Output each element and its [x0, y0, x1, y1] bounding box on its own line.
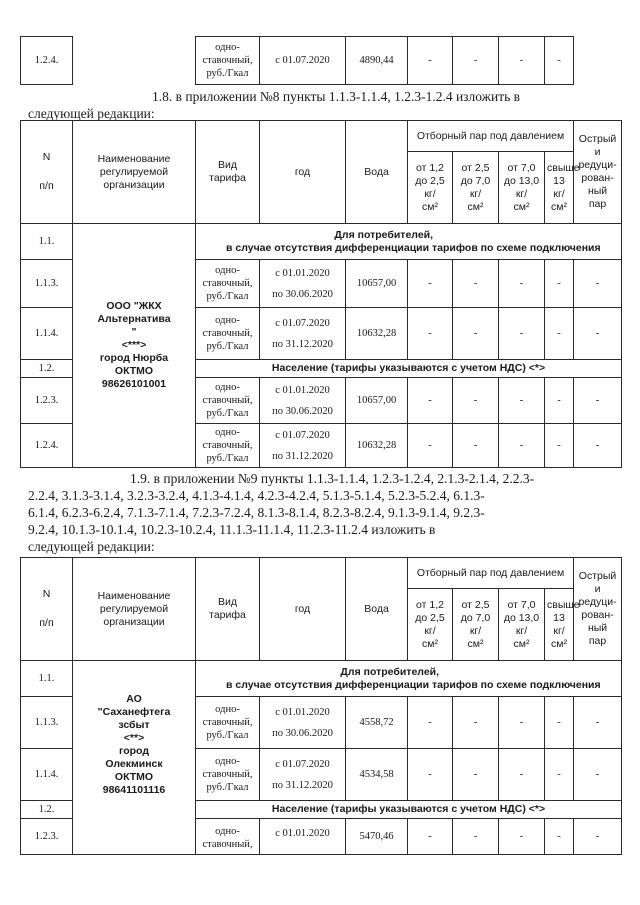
header-text: регулируемой [99, 165, 169, 178]
header-text: тарифа [209, 172, 246, 184]
paragraph-line: следующей редакции: [28, 106, 155, 121]
dash-cell: - [574, 260, 622, 308]
header-steam-col [408, 152, 453, 224]
header-text: рован- [581, 609, 614, 621]
population-title: Население (тарифы указываются с учетом НДС) <*> [196, 801, 622, 819]
dash-cell: - [499, 260, 545, 308]
organization-cell [73, 661, 196, 855]
tariff-line: ставочный, [202, 328, 253, 339]
dash-cell: - [574, 819, 622, 855]
dash-cell: - [453, 378, 499, 424]
header-steam-col [453, 152, 499, 224]
header-text: рован- [581, 172, 614, 184]
date-cell [260, 424, 346, 468]
header-text: см² [551, 200, 567, 213]
org-line: зсбыт [118, 719, 150, 731]
organization-cell [73, 224, 196, 468]
water-value: 4558,72 [346, 697, 408, 749]
paragraph-line: 1.9. в приложении №9 пункты 1.1.3-1.1.4, 1.2.3-1.2.4, 2.1.3-2.1.4, 2.2.3- [130, 471, 535, 486]
header-text: п/п [39, 180, 54, 192]
header-text: до 7,0 [460, 611, 491, 624]
header-text: редуци- [578, 159, 617, 171]
paragraph-1-9 [28, 470, 588, 555]
date-line: по 31.12.2020 [272, 338, 333, 350]
tariff-line: руб./Гкал [206, 68, 249, 79]
header-text: Острый [578, 133, 617, 145]
header-text: см² [422, 637, 438, 650]
header-text: п/п [39, 617, 54, 629]
paragraph-line: 9.2.4, 10.1.3-10.1.4, 10.2.3-10.2.4, 11.1.3-11.1.4, 11.2.3-11.2.4 изложить в [28, 522, 436, 537]
tariff-line: одно- [215, 315, 240, 326]
dash-cell: - [545, 37, 574, 85]
header-text: до 2,5 [415, 611, 445, 624]
header-sharp-steam [574, 121, 622, 224]
header-text: кг/ [515, 624, 528, 637]
header-steam: Отборный пар под давлением [408, 558, 574, 589]
row-number: 1.1.4. [21, 749, 73, 801]
header-steam-col [499, 152, 545, 224]
header-text: до 2,5 [415, 174, 445, 187]
dash-cell: - [545, 749, 574, 801]
dash-cell: - [408, 378, 453, 424]
org-line: город Нюрба [99, 352, 169, 364]
date-line: с 01.07.2020 [275, 317, 330, 329]
date-line: с 01.07.2020 [275, 429, 330, 441]
header-text: свыше [547, 598, 580, 611]
dash-cell: - [574, 424, 622, 468]
dash-cell: - [574, 749, 622, 801]
water-value: 4534,58 [346, 749, 408, 801]
header-text: кг/ [515, 187, 528, 200]
tariff-table-2 [20, 557, 622, 855]
header-text: Вид [218, 159, 237, 171]
row-number: 1.2.4. [21, 37, 73, 85]
org-line: "Саханефтега [97, 706, 171, 718]
header-text: кг/ [553, 187, 565, 200]
header-text: свыше [547, 161, 580, 174]
dash-cell: - [545, 378, 574, 424]
header-text: кг/ [469, 624, 482, 637]
row-number: 1.2.3. [21, 819, 73, 855]
header-steam-col [545, 589, 580, 661]
org-line: город [118, 745, 149, 757]
dash-cell: - [453, 37, 499, 85]
date-line: по 31.12.2020 [272, 450, 333, 462]
header-text: организации [103, 178, 165, 191]
tariff-line: руб./Гкал [206, 453, 249, 464]
dash-cell: - [545, 697, 574, 749]
tariff-line: руб./Гкал [206, 408, 249, 419]
header-text: от 1,2 [416, 598, 444, 611]
header-number [21, 558, 73, 661]
header-text: ный [587, 185, 608, 197]
dash-cell: - [499, 819, 545, 855]
water-value: 5470,46 [346, 819, 408, 855]
row-number: 1.1. [21, 661, 73, 697]
header-text: от 7,0 [507, 161, 536, 174]
dash-cell: - [408, 308, 453, 360]
consumers-title [196, 224, 622, 260]
header-text: пар [588, 198, 607, 210]
header-text: Острый [578, 570, 617, 582]
dash-cell: - [545, 308, 574, 360]
top-partial-table [20, 36, 574, 85]
title-line: Для потребителей, [340, 665, 440, 678]
dash-cell: - [408, 819, 453, 855]
org-line: Олекминск [105, 758, 163, 770]
dash-cell: - [499, 424, 545, 468]
tariff-line: ставочный, [202, 278, 253, 289]
row-number: 1.1.3. [21, 260, 73, 308]
dash-cell: - [453, 697, 499, 749]
header-text: организации [103, 615, 165, 628]
dash-cell: - [453, 424, 499, 468]
date-line: по 30.06.2020 [272, 727, 333, 739]
dash-cell: - [453, 749, 499, 801]
header-text: Наименование [97, 152, 171, 165]
header-text: от 2,5 [461, 598, 490, 611]
org-line: ОКТМО [114, 771, 154, 783]
header-text: см² [513, 637, 530, 650]
row-number: 1.2.3. [21, 378, 73, 424]
header-text: 13 [553, 611, 565, 624]
dash-cell: - [453, 819, 499, 855]
row-number: 1.1. [21, 224, 73, 260]
tariff-cell [196, 749, 260, 801]
dash-cell: - [499, 308, 545, 360]
date-cell: с 01.07.2020 [260, 37, 346, 85]
header-text: см² [422, 200, 438, 213]
date-line: с 01.01.2020 [275, 706, 330, 718]
row-number: 1.2. [21, 360, 73, 378]
header-text: регулируемой [99, 602, 169, 615]
title-line: Для потребителей, [334, 228, 434, 241]
header-text: пар [588, 635, 607, 647]
row-number: 1.1.3. [21, 697, 73, 749]
header-text: от 7,0 [507, 598, 536, 611]
header-text: от 2,5 [461, 161, 490, 174]
dash-cell: - [408, 749, 453, 801]
paragraph-line: следующей редакции: [28, 539, 155, 554]
header-year: год [260, 558, 346, 661]
title-line: в случае отсутствия дифференциации тарифов по схеме подключения [226, 678, 601, 691]
population-title: Население (тарифы указываются с учетом НДС) <*> [196, 360, 622, 378]
tariff-table-1 [20, 120, 622, 468]
header-text: от 1,2 [416, 161, 444, 174]
header-steam: Отборный пар под давлением [408, 121, 574, 152]
tariff-cell [196, 308, 260, 360]
org-line: Альтернатива [97, 313, 171, 325]
header-text: см² [513, 200, 530, 213]
header-text: до 7,0 [460, 174, 491, 187]
header-text: N [42, 588, 51, 600]
header-text: и [594, 583, 601, 595]
header-text: кг/ [469, 187, 482, 200]
dash-cell: - [408, 37, 453, 85]
tariff-line: ставочный, [202, 769, 253, 780]
tariff-line: одно- [215, 704, 240, 715]
dash-cell: - [545, 424, 574, 468]
water-value: 10657,00 [346, 260, 408, 308]
tariff-line: одно- [215, 42, 240, 53]
tariff-line: ставочный, [202, 839, 253, 850]
header-year: год [260, 121, 346, 224]
org-cell [73, 37, 196, 85]
header-number [21, 121, 73, 224]
org-line: АО [126, 693, 142, 705]
org-line: 98626101001 [101, 378, 167, 390]
header-sharp-steam [574, 558, 622, 661]
dash-cell: - [574, 378, 622, 424]
header-text: 13 [553, 174, 565, 187]
dash-cell: - [499, 749, 545, 801]
dash-cell: - [499, 378, 545, 424]
title-line: в случае отсутствия дифференциации тарифов по схеме подключения [226, 241, 601, 254]
row-number: 1.2.4. [21, 424, 73, 468]
header-steam-col [453, 589, 499, 661]
tariff-line: ставочный, [202, 395, 253, 406]
header-text: редуци- [578, 596, 617, 608]
tariff-cell [196, 37, 260, 85]
tariff-cell [196, 819, 260, 855]
header-text: до 13,0 [503, 611, 540, 624]
water-value: 4890,44 [346, 37, 408, 85]
header-text: см² [467, 200, 484, 213]
tariff-line: руб./Гкал [206, 341, 249, 352]
tariff-line: одно- [215, 826, 240, 837]
dash-cell: - [545, 819, 574, 855]
tariff-cell [196, 697, 260, 749]
dash-cell: - [453, 308, 499, 360]
header-text: и [594, 146, 601, 158]
org-line: ООО "ЖКХ [106, 300, 162, 312]
date-cell [260, 260, 346, 308]
org-line: <***> [121, 339, 147, 351]
date-cell [260, 697, 346, 749]
water-value: 10657,00 [346, 378, 408, 424]
header-text: кг/ [424, 187, 436, 200]
org-line: " [131, 326, 137, 338]
header-text: кг/ [424, 624, 436, 637]
tariff-line: ставочный, [202, 440, 253, 451]
tariff-line: одно- [215, 427, 240, 438]
date-cell [260, 308, 346, 360]
tariff-line: одно- [215, 265, 240, 276]
header-text: N [42, 151, 51, 163]
org-line: ОКТМО [114, 365, 154, 377]
dash-cell: - [408, 697, 453, 749]
header-text: тарифа [209, 609, 246, 621]
header-text: см² [551, 637, 567, 650]
dash-cell: - [574, 697, 622, 749]
tariff-line: руб./Гкал [206, 782, 249, 793]
org-line: <**> [123, 732, 145, 744]
header-text: см² [467, 637, 484, 650]
paragraph-line: 1.8. в приложении №8 пункты 1.1.3-1.1.4, 1.2.3-1.2.4 изложить в [152, 89, 521, 104]
date-line: с 01.01.2020 [275, 267, 330, 279]
header-steam-col [545, 152, 580, 224]
row-number: 1.2. [21, 801, 73, 819]
date-cell: с 01.01.2020 [260, 819, 346, 855]
dash-cell: - [499, 37, 545, 85]
header-steam-col [499, 589, 545, 661]
header-text: ный [587, 622, 608, 634]
dash-cell: - [499, 697, 545, 749]
dash-cell: - [453, 260, 499, 308]
tariff-cell [196, 378, 260, 424]
header-tariff-type [196, 558, 260, 661]
header-water: Вода [346, 121, 408, 224]
date-cell [260, 749, 346, 801]
dash-cell: - [408, 424, 453, 468]
date-line: по 30.06.2020 [272, 405, 333, 417]
org-line: 98641101116 [102, 784, 166, 796]
header-text: кг/ [553, 624, 565, 637]
date-cell [260, 378, 346, 424]
tariff-line: ставочный, [202, 717, 253, 728]
row-number: 1.1.4. [21, 308, 73, 360]
water-value: 10632,28 [346, 308, 408, 360]
header-steam-col [408, 589, 453, 661]
paragraph-1-8 [28, 88, 586, 122]
tariff-line: одно- [215, 756, 240, 767]
dash-cell: - [574, 308, 622, 360]
tariff-cell [196, 260, 260, 308]
date-line: по 30.06.2020 [272, 288, 333, 300]
dash-cell: - [408, 260, 453, 308]
tariff-line: руб./Гкал [206, 291, 249, 302]
dash-cell: - [545, 260, 574, 308]
water-value: 10632,28 [346, 424, 408, 468]
tariff-line: руб./Гкал [206, 730, 249, 741]
header-tariff-type [196, 121, 260, 224]
date-line: с 01.07.2020 [275, 758, 330, 770]
tariff-cell [196, 424, 260, 468]
header-organization [73, 558, 196, 661]
header-text: Вид [218, 596, 237, 608]
tariff-line: одно- [215, 382, 240, 393]
header-text: до 13,0 [503, 174, 540, 187]
paragraph-line: 2.2.4, 3.1.3-3.1.4, 3.2.3-3.2.4, 4.1.3-4.1.4, 4.2.3-4.2.4, 5.1.3-5.1.4, 5.2.3-5.2.4, 6.1.3- [28, 488, 485, 503]
header-organization [73, 121, 196, 224]
paragraph-line: 6.1.4, 6.2.3-6.2.4, 7.1.3-7.1.4, 7.2.3-7.2.4, 8.1.3-8.1.4, 8.2.3-8.2.4, 9.1.3-9.1.4, 9.2.3- [28, 505, 485, 520]
header-text: Наименование [97, 589, 171, 602]
consumers-title [196, 661, 622, 697]
date-line: с 01.01.2020 [275, 384, 330, 396]
header-water: Вода [346, 558, 408, 661]
tariff-line: ставочный, [202, 55, 253, 66]
date-line: по 31.12.2020 [272, 779, 333, 791]
